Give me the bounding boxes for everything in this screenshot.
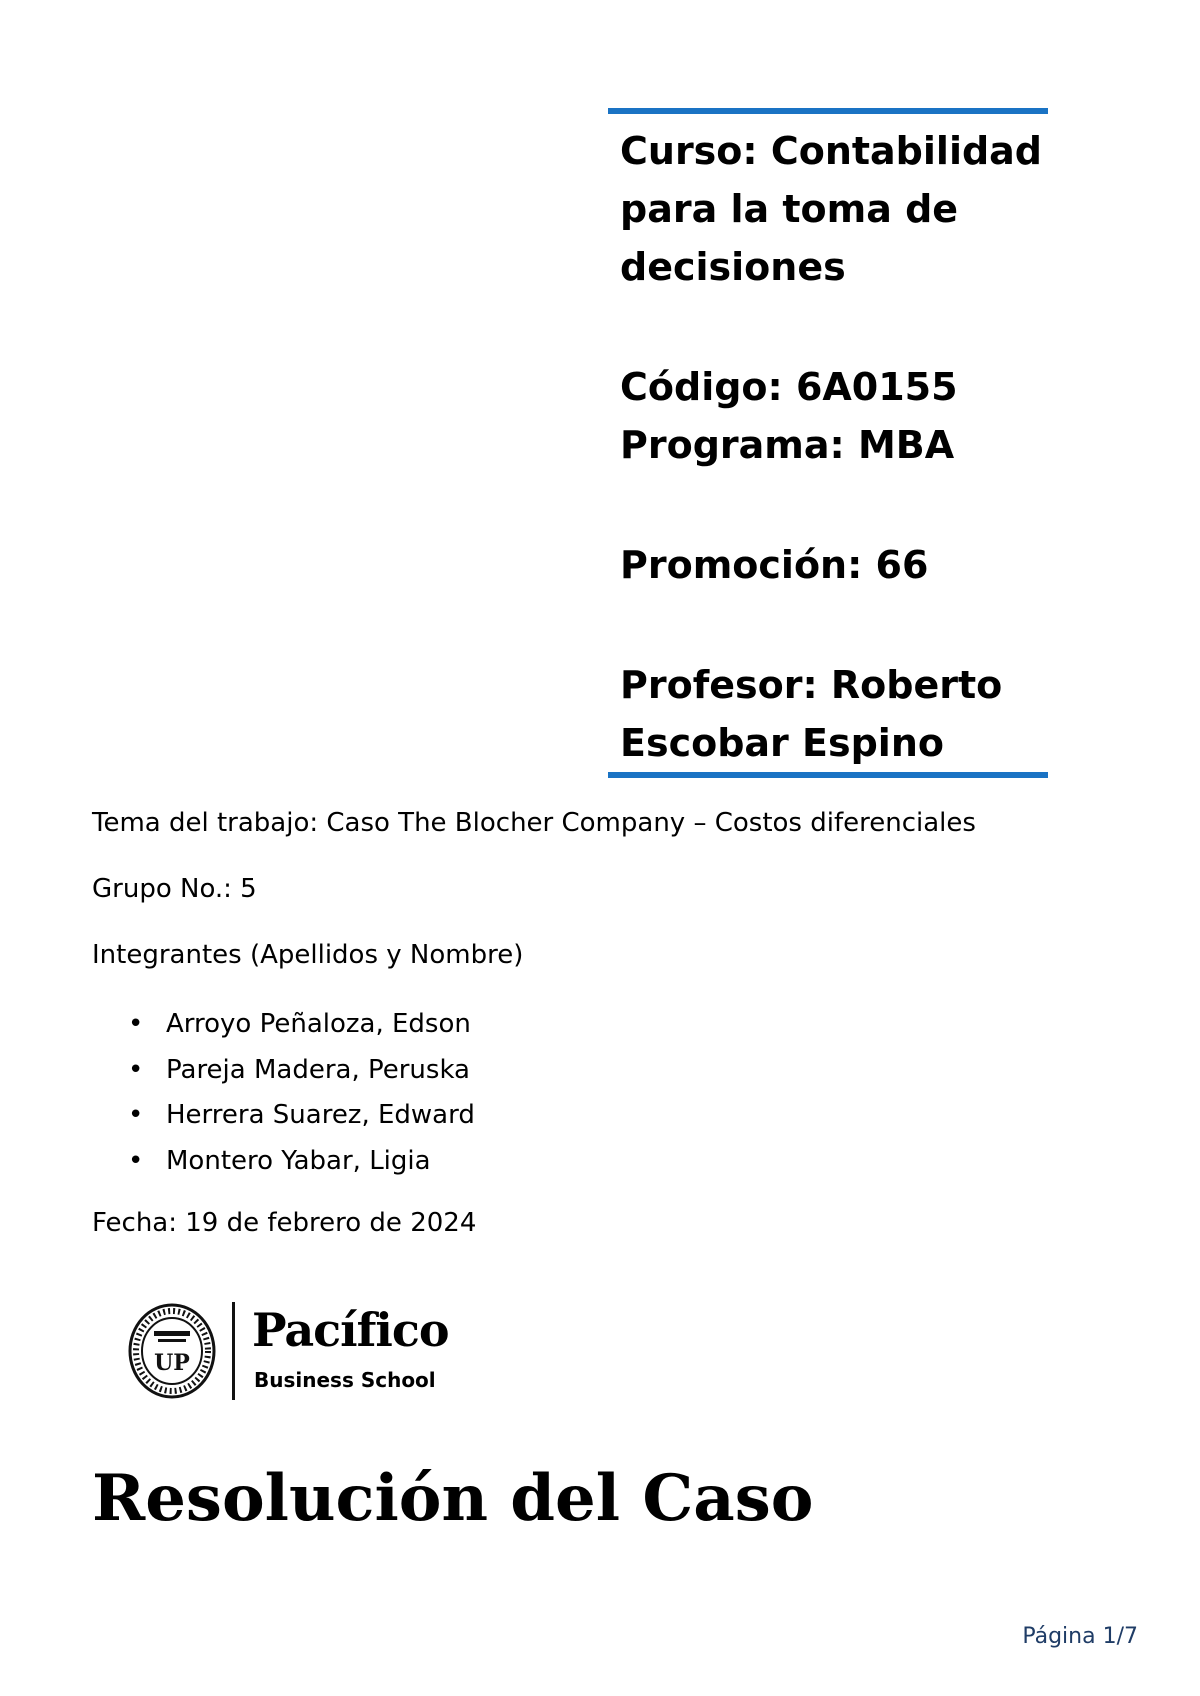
pacifico-logo (124, 1296, 524, 1406)
brand-name: Pacífico (252, 1303, 449, 1357)
topic-line: Tema del trabajo: Caso The Blocher Company – Costos diferenciales (92, 808, 976, 838)
cover-text (620, 122, 1048, 772)
cover-box (608, 108, 1048, 780)
list-item (92, 1139, 475, 1185)
cover-top-rule (608, 108, 1048, 114)
member-name: Herrera Suarez, Edward (166, 1100, 475, 1130)
member-name: Montero Yabar, Ligia (166, 1145, 431, 1176)
program: Programa: MBA (620, 423, 955, 467)
list-item (92, 1048, 475, 1094)
professor-line-2: Escobar Espino (620, 721, 944, 765)
group-line: Grupo No.: 5 (92, 874, 257, 904)
cover-bottom-rule (608, 772, 1048, 778)
page-number: Página 1/7 (1022, 1624, 1138, 1649)
list-item (92, 1002, 475, 1048)
course-code: Código: 6A0155 (620, 365, 958, 409)
bullet: • (128, 1100, 144, 1130)
bullet: • (128, 1009, 144, 1039)
members-heading: Integrantes (Apellidos y Nombre) (92, 940, 524, 970)
brand-subtitle: Business School (254, 1368, 436, 1392)
page-title: Resolución del Caso (92, 1461, 814, 1536)
bullet: • (128, 1145, 144, 1176)
member-name: Arroyo Peñaloza, Edson (166, 1009, 471, 1039)
members-list (92, 1002, 475, 1184)
course-line-1: Curso: Contabilidad (620, 129, 1043, 173)
date-line: Fecha: 19 de febrero de 2024 (92, 1208, 477, 1238)
professor-line-1: Profesor: Roberto (620, 663, 1003, 707)
course-line-2: para la toma de (620, 187, 959, 231)
list-item (92, 1093, 475, 1139)
seal-monogram: UP (154, 1350, 190, 1376)
university-seal-icon (128, 1303, 216, 1399)
bullet: • (128, 1054, 144, 1085)
promotion: Promoción: 66 (620, 543, 929, 587)
logo-divider (232, 1302, 235, 1400)
course-line-3: decisiones (620, 245, 846, 289)
member-name: Pareja Madera, Peruska (166, 1054, 470, 1085)
